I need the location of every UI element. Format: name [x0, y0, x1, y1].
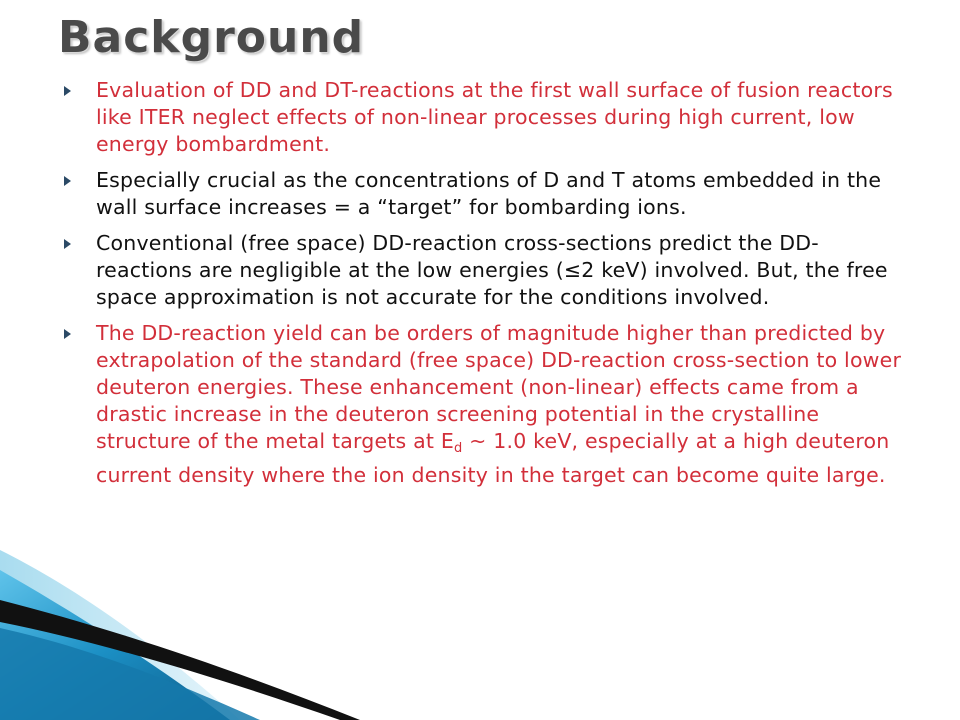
bullet-text: Especially crucial as the concentrations of D and T atoms embedded in the wall surface increases = a “target” for bombarding ions. [96, 168, 882, 219]
subscript: d [453, 441, 463, 456]
bullet-item [62, 320, 912, 489]
bullet-text-part: ~ 1.0 keV, especially at a high deuteron current density where the ion density in the target can become quite large. [96, 429, 890, 487]
triangle-right-icon [64, 176, 71, 186]
slide-title: Background [58, 12, 365, 63]
bullet-item [62, 77, 912, 158]
triangle-right-icon [64, 239, 71, 249]
bullet-item [62, 230, 912, 311]
bullet-item [62, 167, 912, 221]
bullet-list [62, 77, 912, 498]
bullet-text: Conventional (free space) DD-reaction cross-sections predict the DD-reactions are negligible at the low energies (≤2 keV) involved. But, the free space approximation is not accurate for the conditions involved. [96, 231, 888, 309]
triangle-right-icon [64, 329, 71, 339]
bullet-text-part: The DD-reaction yield can be orders of magnitude higher than predicted by extrapolation of the standard (free space) DD-reaction cross-section to lower deuteron energies. These enhancement (non-linear) effects came from a drastic increase in the deuteron screening potential in the crystalline structure of the metal targets at E [96, 321, 902, 453]
decorative-wave [0, 550, 360, 720]
triangle-right-icon [64, 86, 71, 96]
bullet-text: Evaluation of DD and DT-reactions at the first wall surface of fusion reactors like ITER neglect effects of non-linear processes during high current, low energy bombardment. [96, 78, 893, 156]
